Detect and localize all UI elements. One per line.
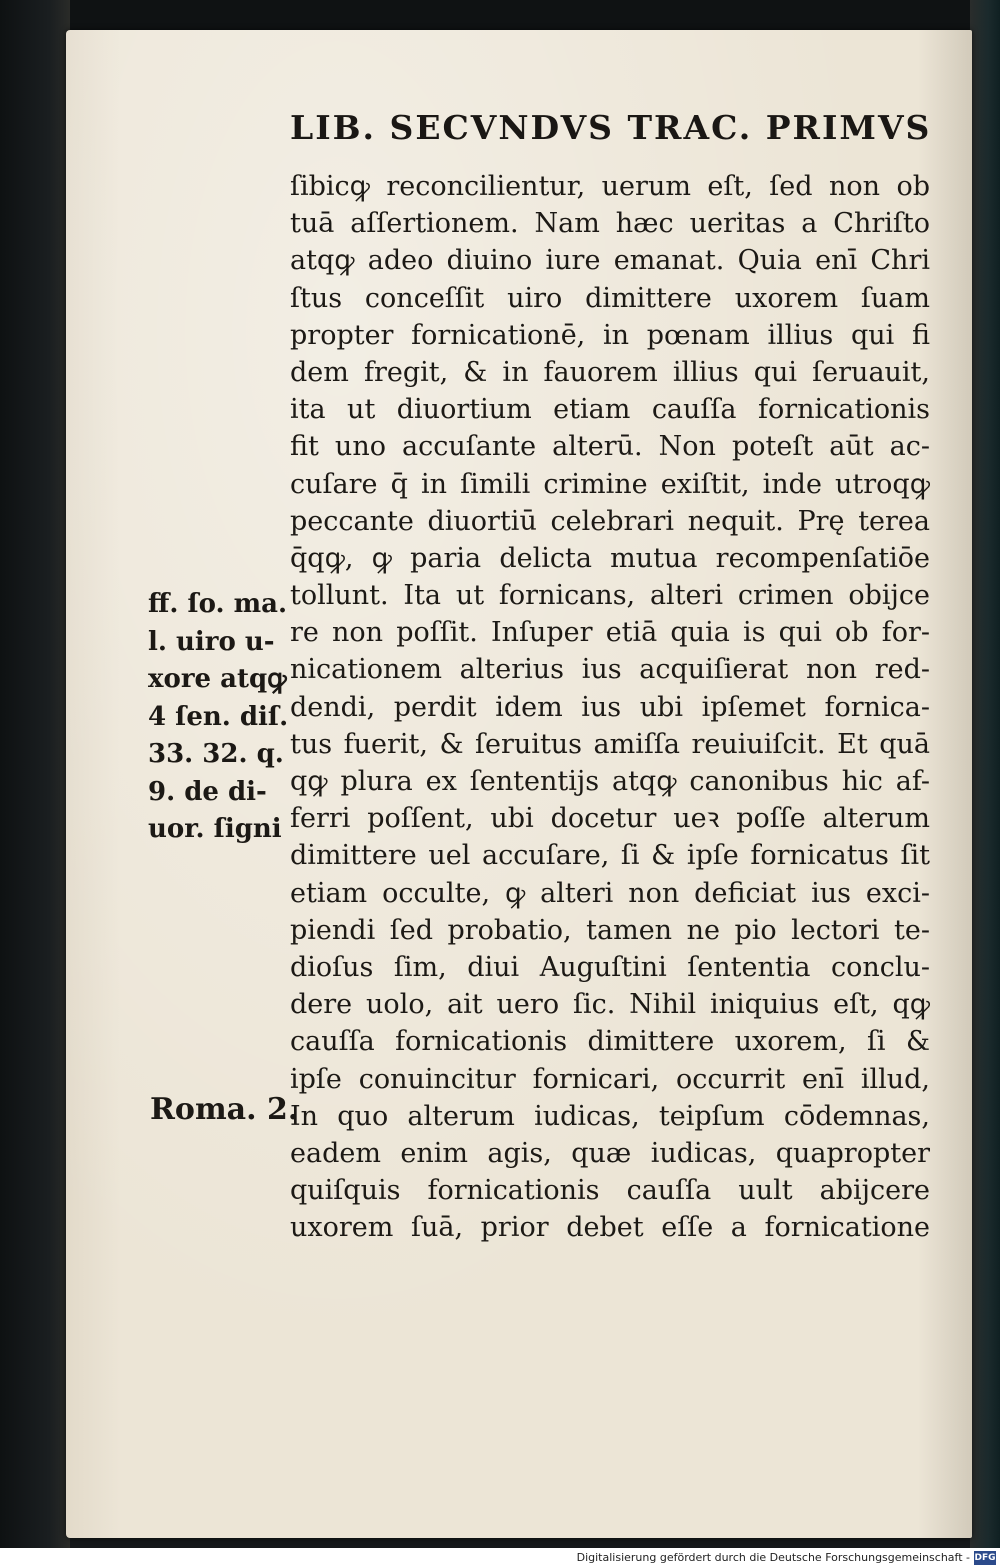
text-line: peccante diuortiū celebrari nequit. Prę terea xyxy=(290,505,930,537)
text-line: dioſus ſim, diui Auguſtini ſententia conclu- xyxy=(290,951,930,983)
text-line: piendi ſed probatio, tamen ne pio lectori te- xyxy=(290,914,930,946)
footer-credit: Digitalisierung gefördert durch die Deutsche Forschungsgemeinschaft - xyxy=(576,1551,970,1564)
text-line: In quo alterum iudicas, teipſum cōdemnas, xyxy=(290,1100,930,1132)
text-line: tuā aſſertionem. Nam hæc ueritas a Chriſto xyxy=(290,208,930,240)
text-line: dere uolo, ait uero ſic. Nihil iniquius eſt, qꝙ xyxy=(290,989,930,1021)
text-line: cauſſa fornicationis dimittere uxorem, ſi & xyxy=(290,1026,930,1058)
text-line: atqꝙ adeo diuino iure emanat. Quia enī Chri xyxy=(290,245,930,277)
text-line: nicationem alterius ius acquiſierat non red- xyxy=(290,654,930,686)
marginal-notes xyxy=(148,586,290,849)
text-line: ſtus conceſſit uiro dimittere uxorem ſuam xyxy=(290,282,930,314)
text-line: ita ut diuortium etiam cauſſa fornicationis xyxy=(290,394,930,426)
marginal-reference: Roma. 2. xyxy=(150,1092,299,1127)
text-line: re non poſſit. Inſuper etiā quia is qui ob for- xyxy=(290,617,930,649)
running-head: LIB. SECVNDVS TRAC. PRIMVS xyxy=(290,108,932,147)
text-line: propter fornicationē, in pœnam illius qui fi xyxy=(290,319,930,351)
text-line: dendi, perdit idem ius ubi ipſemet fornica- xyxy=(290,691,930,723)
text-line: etiam occulte, ꝙ alteri non deficiat ius exci- xyxy=(290,877,930,909)
text-line: qꝙ plura ex ſententijs atqꝙ canonibus hic af- xyxy=(290,766,930,797)
text-line: dem fregit, & in fauorem illius qui ſeruauit, xyxy=(290,356,930,388)
text-line: ferri poſſent, ubi docetur ueꝛ poſſe alterum xyxy=(290,803,930,835)
text-line: uxorem ſuā, prior debet eſſe a fornicatione xyxy=(290,1212,930,1244)
text-line: q̄qꝙ, ꝙ paria delicta mutua recompenſatiōe xyxy=(290,542,930,574)
marginal-note-line: 9. de di- xyxy=(148,776,267,807)
text-line: cuſare q̄ in ſimili crimine exiſtit, inde utroqꝙ xyxy=(290,468,930,500)
marginal-note-line: xore atqꝙ xyxy=(148,664,287,694)
text-line: tollunt. Ita ut fornicans, alteri crimen obijce xyxy=(290,580,930,612)
text-line: fit uno accuſante alterū. Non poteſt aūt ac- xyxy=(290,431,930,463)
dfg-logo-icon: DFG xyxy=(974,1553,996,1563)
marginal-note-line: l. uiro u- xyxy=(148,626,275,657)
scan-backdrop-right xyxy=(970,0,1000,1548)
text-line: ipſe conuincitur fornicari, occurrit enī illud, xyxy=(290,1063,930,1095)
text-line: quiſquis fornicationis cauſſa uult abijcere xyxy=(290,1175,930,1207)
body-text xyxy=(290,168,930,1246)
marginal-note-line: 33. 32. q. xyxy=(148,739,284,769)
scan-backdrop-left xyxy=(0,0,70,1548)
text-line: eadem enim agis, quæ iudicas, quapropter xyxy=(290,1137,930,1169)
text-line: dimittere uel accuſare, ſi & ipſe fornicatus ſit xyxy=(290,840,930,872)
marginal-note-line: uor. ſigni xyxy=(148,814,282,844)
marginal-note-line: 4 ſen. diſ. xyxy=(148,701,289,732)
marginal-note-line: ff. ſo. ma. xyxy=(148,589,288,619)
text-line: ſibicꝙ reconcilientur, uerum eſt, ſed non ob xyxy=(290,171,930,202)
text-line: tus fuerit, & ſeruitus amiſſa reuiuiſcit. Et quā xyxy=(290,728,930,760)
scan-backdrop-top xyxy=(0,0,1000,32)
